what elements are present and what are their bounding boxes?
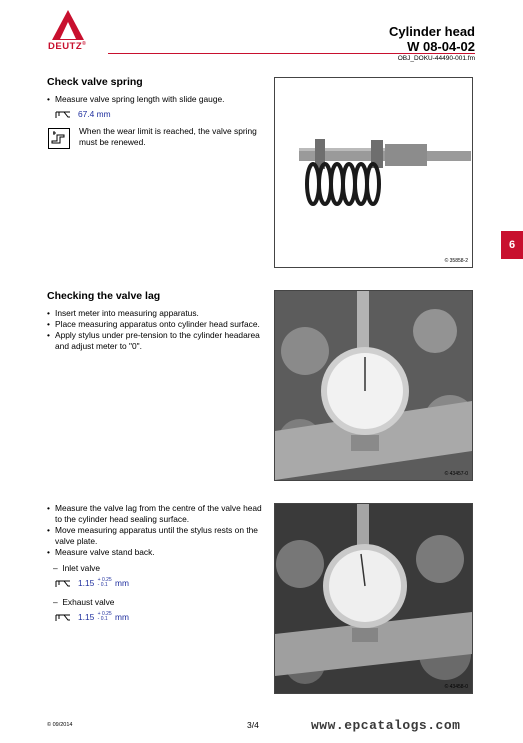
step-item: • Move measuring apparatus until the stylus rests on the valve plate. <box>47 525 258 546</box>
step-item: • Measure valve spring length with slide gauge. <box>47 94 225 104</box>
figure-id: © 43457-0 <box>444 471 468 477</box>
document-reference: OBJ_DOKU-44490-001.fm <box>397 55 475 62</box>
exhaust-valve-value: 1.15 + 0.25 - 0.1 mm <box>55 612 129 622</box>
step-item: • Place measuring apparatus onto cylinder head surface. <box>47 319 260 329</box>
hand-pointing-note-icon <box>48 128 70 149</box>
slide-gauge-icon <box>55 613 71 622</box>
step-list <box>47 308 267 352</box>
step-list <box>47 503 267 558</box>
footer-date: © 09/2014 <box>47 722 73 728</box>
spec-value: 67.4 mm <box>55 109 111 119</box>
slide-gauge-icon <box>55 579 71 588</box>
brand-name: DEUTZ® <box>48 41 87 53</box>
slide-gauge-icon <box>55 110 71 119</box>
page-number: 3/4 <box>247 720 259 730</box>
section-heading-valve-spring: Check valve spring <box>47 76 143 88</box>
inlet-valve-value: 1.15 + 0.25 - 0.1 mm <box>55 578 129 588</box>
deutz-logo-inner <box>60 22 76 39</box>
website-link[interactable]: www.epcatalogs.com <box>311 718 461 733</box>
chapter-tab[interactable]: 6 <box>501 231 523 259</box>
inlet-valve-label: – Inlet valve <box>53 563 101 573</box>
figure-id: © 43458-0 <box>444 684 468 690</box>
document-code: W 08-04-02 <box>407 39 475 54</box>
dial-gauge-valve-photo <box>274 503 473 694</box>
dial-gauge-zero-photo <box>274 290 473 481</box>
step-item: • Measure the valve lag from the centre of the valve head to the cylinder head sealing surface. <box>47 503 262 524</box>
valve-spring-photo <box>274 77 473 268</box>
step-item: • Apply stylus under pre-tension to the cylinder headarea and adjust meter to "0". <box>47 330 260 351</box>
figure-id: © 35858-2 <box>444 258 468 264</box>
exhaust-valve-label: – Exhaust valve <box>53 597 115 607</box>
step-item: • Measure valve stand back. <box>47 547 155 557</box>
note-text: When the wear limit is reached, the valve spring must be renewed. <box>79 126 257 147</box>
step-item: • Insert meter into measuring apparatus. <box>47 308 199 318</box>
page-title: Cylinder head <box>389 24 475 39</box>
section-heading-valve-lag: Checking the valve lag <box>47 290 161 302</box>
